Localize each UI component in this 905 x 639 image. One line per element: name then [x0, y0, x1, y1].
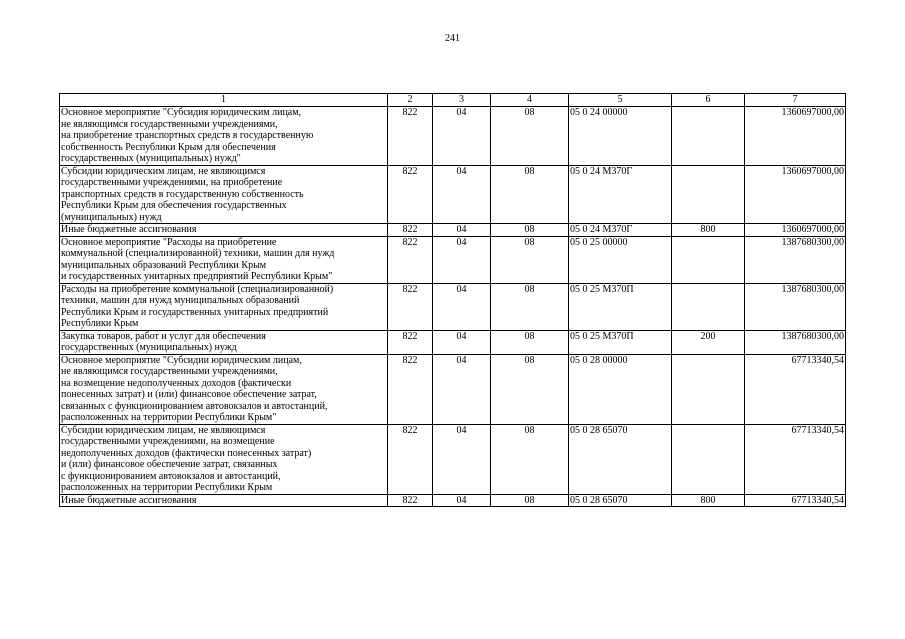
row-expense-type: 200 [672, 330, 745, 354]
budget-table [59, 93, 846, 507]
row-target-article: 05 0 28 00000 [569, 354, 672, 424]
row-grbs: 822 [388, 236, 433, 283]
row-section: 04 [433, 224, 491, 237]
row-section: 04 [433, 330, 491, 354]
row-expense-type [672, 354, 745, 424]
table-row [60, 224, 846, 237]
row-expense-type [672, 165, 745, 224]
row-subsection: 08 [491, 165, 569, 224]
row-amount: 1387680300,00 [745, 236, 846, 283]
row-target-article: 05 0 25 М370П [569, 283, 672, 330]
row-amount: 1360697000,00 [745, 224, 846, 237]
row-subsection: 08 [491, 283, 569, 330]
row-subsection: 08 [491, 224, 569, 237]
row-expense-type [672, 283, 745, 330]
row-subsection: 08 [491, 330, 569, 354]
row-subsection: 08 [491, 494, 569, 507]
row-target-article: 05 0 28 65070 [569, 494, 672, 507]
row-subsection: 08 [491, 424, 569, 494]
row-grbs: 822 [388, 354, 433, 424]
row-target-article: 05 0 28 65070 [569, 424, 672, 494]
row-name: Субсидии юридическим лицам, не являющимся государственными учреждениями, на возмещение недополученных доходов (фактически понесенных затрат) и (или) финансовое обеспечение затрат, связанных с функционированием автовокзалов и автостанций, расположенных на территории Республики Крым [60, 424, 388, 494]
table-row [60, 354, 846, 424]
row-target-article: 05 0 24 М370Г [569, 165, 672, 224]
header-col-7: 7 [745, 94, 846, 107]
row-amount: 1360697000,00 [745, 165, 846, 224]
header-col-2: 2 [388, 94, 433, 107]
row-section: 04 [433, 283, 491, 330]
row-section: 04 [433, 165, 491, 224]
table-row [60, 494, 846, 507]
row-grbs: 822 [388, 424, 433, 494]
row-name: Иные бюджетные ассигнования [60, 224, 388, 237]
table-row [60, 283, 846, 330]
table-row [60, 330, 846, 354]
header-col-1: 1 [60, 94, 388, 107]
row-name: Основное мероприятие "Субсидия юридическим лицам, не являющимся государственными учреждениями, на приобретение транспортных средств в государственную собственность Республики Крым для обеспечения государственных (муниципальных) нужд" [60, 107, 388, 166]
row-expense-type: 800 [672, 494, 745, 507]
row-section: 04 [433, 424, 491, 494]
table-row [60, 424, 846, 494]
row-name: Иные бюджетные ассигнования [60, 494, 388, 507]
row-grbs: 822 [388, 107, 433, 166]
page-number: 241 [445, 33, 460, 44]
row-target-article: 05 0 25 00000 [569, 236, 672, 283]
row-subsection: 08 [491, 107, 569, 166]
header-col-5: 5 [569, 94, 672, 107]
row-grbs: 822 [388, 283, 433, 330]
row-name: Субсидии юридическим лицам, не являющимся государственными учреждениями, на приобретение транспортных средств в государственную собственность Республики Крым для обеспечения государственных (муниципальных) нужд [60, 165, 388, 224]
header-col-4: 4 [491, 94, 569, 107]
row-grbs: 822 [388, 224, 433, 237]
row-expense-type: 800 [672, 224, 745, 237]
row-expense-type [672, 236, 745, 283]
header-col-3: 3 [433, 94, 491, 107]
row-name: Основное мероприятие "Субсидии юридическим лицам, не являющимся государственными учреждениями, на возмещение недополученных доходов (фактически понесенных затрат) и (или) финансовое обеспечение затрат, связанных с функционированием автовокзалов и автостанций, расположенных на территории Республики Крым" [60, 354, 388, 424]
row-amount: 67713340,54 [745, 424, 846, 494]
row-target-article: 05 0 25 М370П [569, 330, 672, 354]
row-amount: 1387680300,00 [745, 283, 846, 330]
row-amount: 67713340,54 [745, 494, 846, 507]
row-section: 04 [433, 236, 491, 283]
header-row [60, 94, 846, 107]
table-row [60, 107, 846, 166]
row-name: Основное мероприятие "Расходы на приобретение коммунальной (специализированной) техники, машин для нужд муниципальных образований Республики Крым и государственных унитарных предприятий Республики Крым" [60, 236, 388, 283]
header-col-6: 6 [672, 94, 745, 107]
row-subsection: 08 [491, 236, 569, 283]
row-amount: 1387680300,00 [745, 330, 846, 354]
row-name: Расходы на приобретение коммунальной (специализированной) техники, машин для нужд муниципальных образований Республики Крым и государственных унитарных предприятий Республики Крым [60, 283, 388, 330]
row-expense-type [672, 424, 745, 494]
row-name: Закупка товаров, работ и услуг для обеспечения государственных (муниципальных) нужд [60, 330, 388, 354]
row-target-article: 05 0 24 00000 [569, 107, 672, 166]
row-section: 04 [433, 494, 491, 507]
row-amount: 67713340,54 [745, 354, 846, 424]
row-section: 04 [433, 354, 491, 424]
row-grbs: 822 [388, 494, 433, 507]
row-section: 04 [433, 107, 491, 166]
table-row [60, 165, 846, 224]
row-target-article: 05 0 24 М370Г [569, 224, 672, 237]
row-grbs: 822 [388, 330, 433, 354]
row-grbs: 822 [388, 165, 433, 224]
table-row [60, 236, 846, 283]
row-subsection: 08 [491, 354, 569, 424]
row-expense-type [672, 107, 745, 166]
row-amount: 1360697000,00 [745, 107, 846, 166]
